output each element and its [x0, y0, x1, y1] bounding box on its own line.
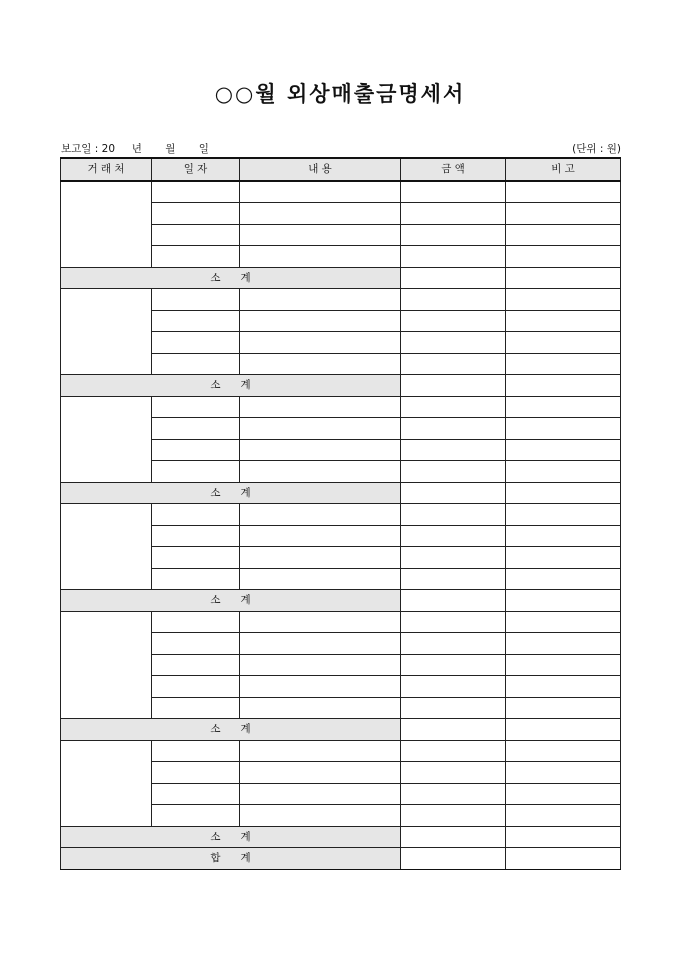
subtotal-row [61, 590, 621, 612]
total-label: 합 계 [61, 848, 401, 870]
remarks-cell[interactable] [506, 246, 621, 268]
remarks-cell[interactable] [506, 525, 621, 547]
amount-cell[interactable] [401, 289, 506, 311]
remarks-cell[interactable] [506, 633, 621, 655]
remarks-cell[interactable] [506, 353, 621, 375]
amount-cell[interactable] [401, 332, 506, 354]
subtotal-amount-cell[interactable] [401, 267, 506, 289]
report-meta [61, 141, 621, 155]
description-cell[interactable] [240, 224, 401, 246]
date-cell[interactable] [152, 418, 240, 440]
client-cell[interactable] [61, 740, 152, 826]
description-cell[interactable] [240, 762, 401, 784]
date-cell[interactable] [152, 805, 240, 827]
client-cell[interactable] [61, 289, 152, 375]
amount-cell[interactable] [401, 676, 506, 698]
subtotal-row [61, 719, 621, 741]
subtotal-label: 소 계 [61, 826, 401, 848]
date-cell[interactable] [152, 289, 240, 311]
amount-cell[interactable] [401, 611, 506, 633]
total-remarks-cell[interactable] [506, 848, 621, 870]
description-cell[interactable] [240, 697, 401, 719]
description-cell[interactable] [240, 203, 401, 225]
remarks-cell[interactable] [506, 461, 621, 483]
subtotal-remarks-cell[interactable] [506, 375, 621, 397]
subtotal-label: 소 계 [61, 267, 401, 289]
remarks-cell[interactable] [506, 418, 621, 440]
amount-cell[interactable] [401, 805, 506, 827]
subtotal-remarks-cell[interactable] [506, 719, 621, 741]
amount-cell[interactable] [401, 418, 506, 440]
amount-cell[interactable] [401, 246, 506, 268]
amount-cell[interactable] [401, 740, 506, 762]
remarks-cell[interactable] [506, 310, 621, 332]
amount-cell[interactable] [401, 525, 506, 547]
total-amount-cell[interactable] [401, 848, 506, 870]
description-cell[interactable] [240, 568, 401, 590]
remarks-cell[interactable] [506, 762, 621, 784]
remarks-cell[interactable] [506, 611, 621, 633]
subtotal-row [61, 482, 621, 504]
subtotal-remarks-cell[interactable] [506, 590, 621, 612]
date-cell[interactable] [152, 246, 240, 268]
subtotal-remarks-cell[interactable] [506, 826, 621, 848]
document-title: ○○월 외상매출금명세서 [214, 81, 466, 106]
amount-cell[interactable] [401, 439, 506, 461]
date-cell[interactable] [152, 783, 240, 805]
date-cell[interactable] [152, 568, 240, 590]
date-cell[interactable] [152, 611, 240, 633]
remarks-cell[interactable] [506, 783, 621, 805]
description-cell[interactable] [240, 246, 401, 268]
date-cell[interactable] [152, 762, 240, 784]
remarks-cell[interactable] [506, 654, 621, 676]
description-cell[interactable] [240, 461, 401, 483]
amount-cell[interactable] [401, 504, 506, 526]
remarks-cell[interactable] [506, 203, 621, 225]
amount-cell[interactable] [401, 762, 506, 784]
description-cell[interactable] [240, 353, 401, 375]
client-cell[interactable] [61, 504, 152, 590]
date-cell[interactable] [152, 547, 240, 569]
amount-cell[interactable] [401, 181, 506, 203]
amount-cell[interactable] [401, 697, 506, 719]
client-cell[interactable] [61, 396, 152, 482]
amount-cell[interactable] [401, 396, 506, 418]
remarks-cell[interactable] [506, 568, 621, 590]
description-cell[interactable] [240, 740, 401, 762]
remarks-cell[interactable] [506, 547, 621, 569]
table-row [61, 181, 621, 203]
description-cell[interactable] [240, 181, 401, 203]
description-cell[interactable] [240, 676, 401, 698]
description-cell[interactable] [240, 525, 401, 547]
amount-cell[interactable] [401, 353, 506, 375]
remarks-cell[interactable] [506, 676, 621, 698]
column-header-description: 내 용 [240, 158, 401, 181]
description-cell[interactable] [240, 504, 401, 526]
table-row [61, 504, 621, 526]
amount-cell[interactable] [401, 568, 506, 590]
subtotal-row [61, 375, 621, 397]
column-header-client: 거 래 처 [61, 158, 152, 181]
subtotal-amount-cell[interactable] [401, 826, 506, 848]
unit-label: (단위 : 원) [572, 143, 621, 155]
amount-cell[interactable] [401, 224, 506, 246]
description-cell[interactable] [240, 289, 401, 311]
table-row [61, 611, 621, 633]
remarks-cell[interactable] [506, 805, 621, 827]
subtotal-remarks-cell[interactable] [506, 482, 621, 504]
description-cell[interactable] [240, 396, 401, 418]
date-cell[interactable] [152, 181, 240, 203]
report-date-label: 보고일 : 20 년 월 일 [61, 143, 209, 155]
subtotal-row [61, 267, 621, 289]
amount-cell[interactable] [401, 547, 506, 569]
description-cell[interactable] [240, 783, 401, 805]
date-cell[interactable] [152, 654, 240, 676]
table-row [61, 289, 621, 311]
date-cell[interactable] [152, 676, 240, 698]
subtotal-amount-cell[interactable] [401, 719, 506, 741]
subtotal-amount-cell[interactable] [401, 375, 506, 397]
amount-cell[interactable] [401, 203, 506, 225]
date-cell[interactable] [152, 439, 240, 461]
description-cell[interactable] [240, 547, 401, 569]
description-cell[interactable] [240, 439, 401, 461]
remarks-cell[interactable] [506, 181, 621, 203]
column-header-amount: 금 액 [401, 158, 506, 181]
subtotal-amount-cell[interactable] [401, 482, 506, 504]
client-cell[interactable] [61, 181, 152, 268]
date-cell[interactable] [152, 504, 240, 526]
table-row [61, 396, 621, 418]
remarks-cell[interactable] [506, 396, 621, 418]
column-header-remarks: 비 고 [506, 158, 621, 181]
date-cell[interactable] [152, 332, 240, 354]
column-header-date: 일 자 [152, 158, 240, 181]
description-cell[interactable] [240, 611, 401, 633]
subtotal-remarks-cell[interactable] [506, 267, 621, 289]
date-cell[interactable] [152, 224, 240, 246]
date-cell[interactable] [152, 353, 240, 375]
remarks-cell[interactable] [506, 504, 621, 526]
amount-cell[interactable] [401, 310, 506, 332]
receivables-table [60, 157, 621, 870]
subtotal-label: 소 계 [61, 375, 401, 397]
description-cell[interactable] [240, 654, 401, 676]
date-cell[interactable] [152, 740, 240, 762]
table-body [61, 181, 621, 870]
description-cell[interactable] [240, 418, 401, 440]
description-cell[interactable] [240, 633, 401, 655]
client-cell[interactable] [61, 611, 152, 719]
amount-cell[interactable] [401, 654, 506, 676]
subtotal-label: 소 계 [61, 482, 401, 504]
date-cell[interactable] [152, 396, 240, 418]
remarks-cell[interactable] [506, 332, 621, 354]
description-cell[interactable] [240, 332, 401, 354]
date-cell[interactable] [152, 525, 240, 547]
date-cell[interactable] [152, 633, 240, 655]
total-row [61, 848, 621, 870]
subtotal-row [61, 826, 621, 848]
remarks-cell[interactable] [506, 697, 621, 719]
remarks-cell[interactable] [506, 289, 621, 311]
description-cell[interactable] [240, 805, 401, 827]
date-cell[interactable] [152, 310, 240, 332]
amount-cell[interactable] [401, 461, 506, 483]
remarks-cell[interactable] [506, 224, 621, 246]
table-row [61, 740, 621, 762]
date-cell[interactable] [152, 461, 240, 483]
table-header-row [61, 158, 621, 181]
description-cell[interactable] [240, 310, 401, 332]
amount-cell[interactable] [401, 783, 506, 805]
amount-cell[interactable] [401, 633, 506, 655]
subtotal-amount-cell[interactable] [401, 590, 506, 612]
subtotal-label: 소 계 [61, 590, 401, 612]
date-cell[interactable] [152, 697, 240, 719]
remarks-cell[interactable] [506, 439, 621, 461]
remarks-cell[interactable] [506, 740, 621, 762]
date-cell[interactable] [152, 203, 240, 225]
subtotal-label: 소 계 [61, 719, 401, 741]
